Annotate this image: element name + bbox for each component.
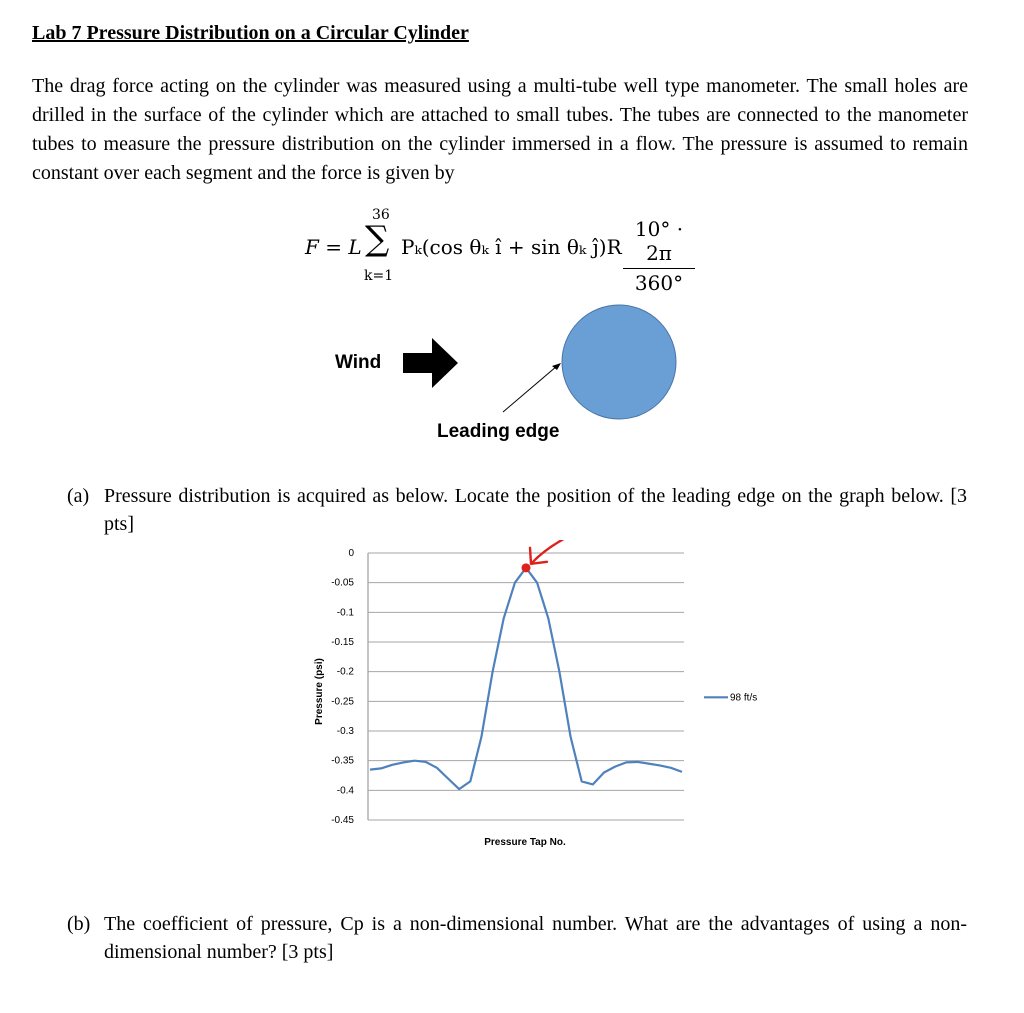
chart-xlabel: Pressure Tap No. [484, 837, 566, 848]
wind-arrow-icon [400, 336, 460, 391]
leading-edge-label: Leading edge [437, 421, 560, 442]
y-tick-label: -0.35 [331, 755, 354, 767]
question-b-text: The coefficient of pressure, Cp is a non-dimensional number. What are the advantages of using a non-dimensional number? [3 pts] [104, 913, 967, 963]
chart-ylabel: Pressure (psi) [314, 658, 325, 725]
fraction-numerator: 10° · 2π [623, 217, 695, 269]
equation-lhs: F = L [305, 235, 362, 259]
pressure-chart [300, 540, 790, 860]
y-tick-label: -0.05 [331, 577, 354, 589]
y-tick-label: -0.45 [331, 815, 354, 826]
sum-upper-limit: 36 [372, 207, 390, 223]
series-line-98-fts [370, 568, 682, 789]
fraction-denominator: 360° [634, 271, 684, 295]
sum-symbol: ∑ [365, 219, 390, 259]
y-tick-label: -0.25 [331, 696, 354, 708]
leading-edge-pointer [503, 366, 557, 412]
wind-label: Wind [335, 352, 382, 373]
equation-fraction [623, 217, 695, 295]
intro-paragraph: The drag force acting on the cylinder was measured using a multi-tube well type manometer. The small holes are drilled in the surface of the cylinder which are attached to small tubes. The tubes are connected to the manometer tubes to measure the pressure distribution on the cylinder immersed in a flow. The pressure is assumed to remain constant over each segment and the force is given by [32, 75, 968, 184]
y-tick-label: -0.2 [336, 666, 354, 678]
y-tick-label: -0.3 [336, 726, 354, 737]
legend-label: 98 ft/s [730, 692, 758, 704]
force-equation [305, 205, 725, 295]
cylinder-circle [562, 305, 676, 419]
y-tick-label: -0.1 [336, 607, 354, 619]
question-b-label: (b) [67, 913, 91, 935]
y-tick-label: -0.15 [331, 637, 354, 648]
question-a-text: Pressure distribution is acquired as below. Locate the position of the leading edge on the graph below. [3 pts] [104, 485, 967, 535]
leading-edge-marker [522, 563, 531, 572]
y-tick-label: -0.4 [336, 785, 354, 797]
cylinder-diagram [495, 300, 685, 425]
page-title: Lab 7 Pressure Distribution on a Circular Cylinder [32, 22, 469, 44]
sum-lower-limit: k=1 [364, 268, 394, 284]
question-a-label: (a) [67, 485, 90, 507]
annotation-arrow-icon [532, 540, 584, 563]
equation-body: Pₖ(cos θₖ î + sin θₖ ĵ)R [401, 235, 622, 259]
question-a [67, 482, 967, 538]
y-tick-label: 0 [348, 548, 354, 559]
question-b [67, 910, 967, 966]
